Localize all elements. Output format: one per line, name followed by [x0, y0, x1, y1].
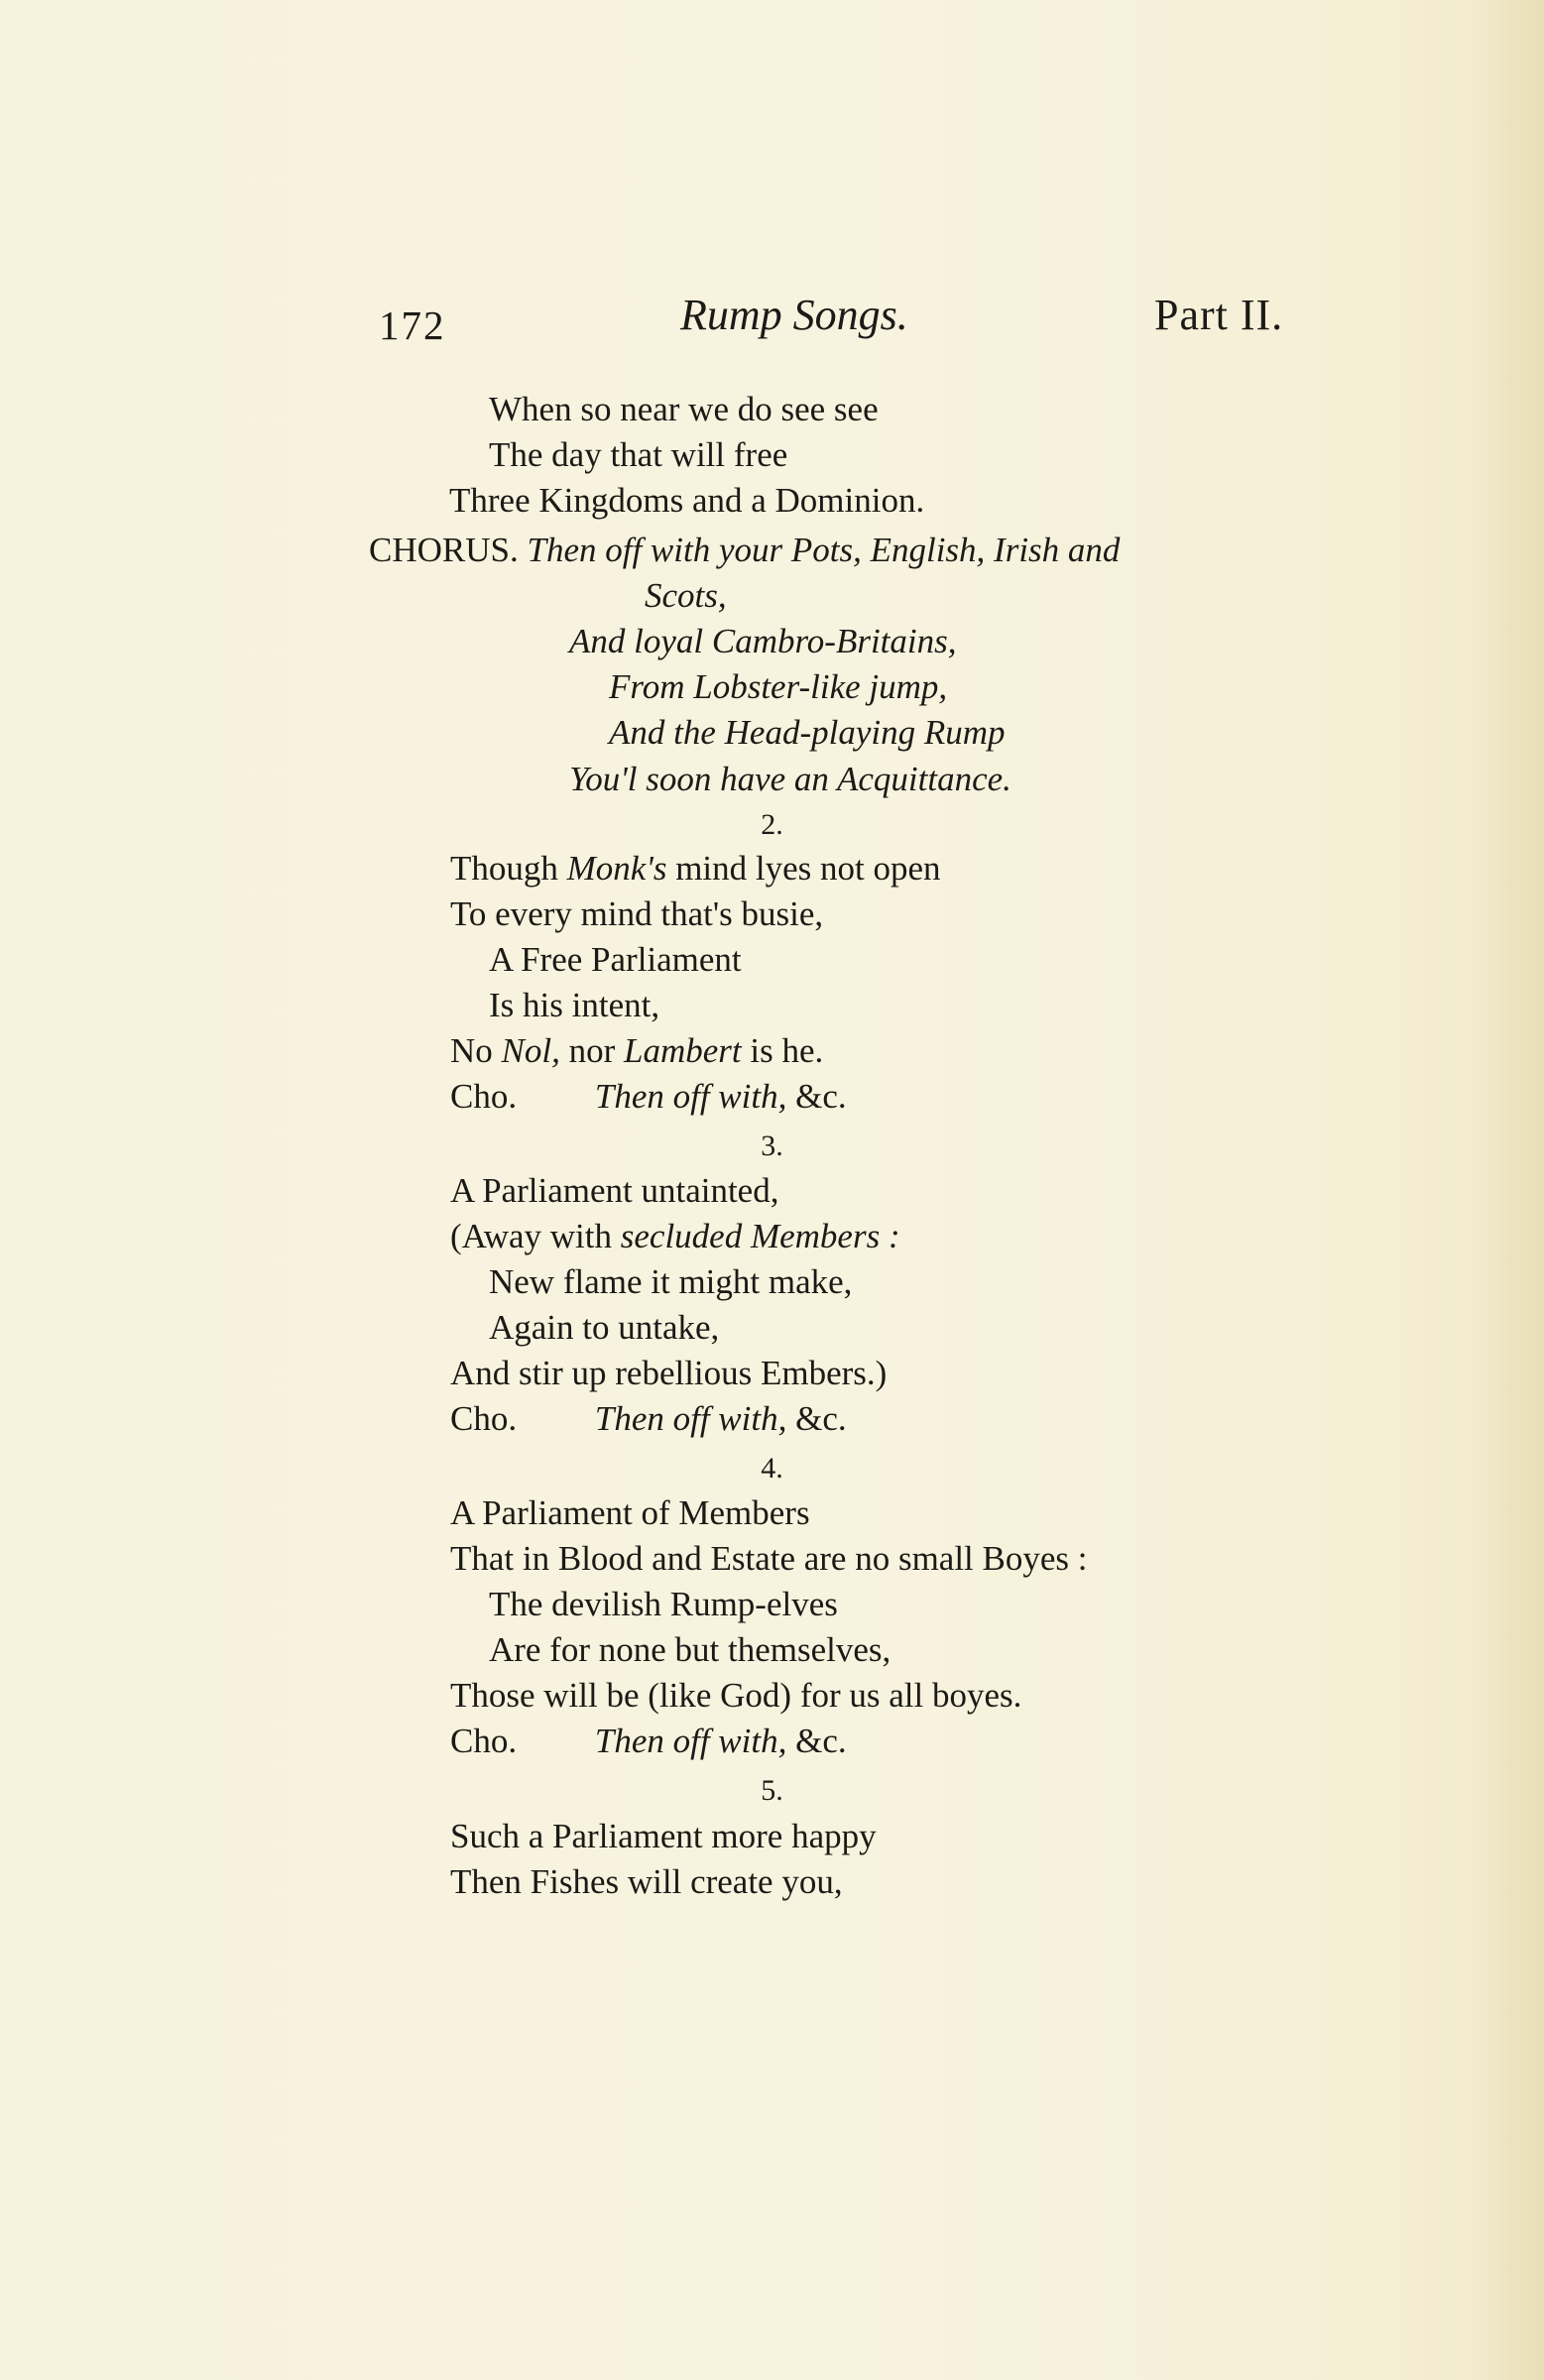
text-run: mind lyes not open — [666, 849, 941, 888]
verse-line: When so near we do see see — [489, 390, 879, 428]
part-label: Part II. — [1154, 291, 1284, 339]
stanza-number: 4. — [761, 1452, 783, 1485]
chorus-text: Then off with your Pots, English, Irish and — [527, 531, 1121, 569]
stanza-number: 2. — [761, 808, 783, 841]
chorus-line: You'l soon have an Acquittance. — [569, 760, 1011, 798]
text-run: is he. — [741, 1031, 824, 1070]
stanza-number: 5. — [761, 1774, 783, 1807]
chorus-reprise — [450, 1724, 847, 1758]
chorus-first-line — [369, 533, 1120, 567]
chorus-line: Scots, — [645, 576, 727, 615]
chorus-line: And loyal Cambro-Britains, — [569, 622, 957, 660]
cho-etc: &c. — [786, 1399, 847, 1438]
verse-line: New flame it might make, — [489, 1262, 853, 1301]
running-title: Rump Songs. — [680, 291, 908, 339]
text-run: No — [450, 1031, 502, 1070]
verse-line: Are for none but themselves, — [489, 1630, 891, 1669]
verse-line: The day that will free — [489, 435, 788, 474]
page-number: 172 — [379, 302, 446, 348]
verse-line: The devilish Rump-elves — [489, 1585, 838, 1623]
verse-line: A Parliament of Members — [450, 1493, 810, 1532]
text-run-italic: Lambert — [624, 1031, 742, 1070]
verse-line — [450, 1219, 900, 1253]
verse-line — [450, 1033, 823, 1068]
verse-line: A Parliament untainted, — [450, 1171, 779, 1210]
verse-line: Three Kingdoms and a Dominion. — [449, 481, 925, 520]
verse-line — [450, 851, 941, 886]
chorus-line: And the Head-playing Rump — [609, 713, 1006, 752]
verse-line: That in Blood and Estate are no small Boyes : — [450, 1539, 1088, 1578]
verse-line: Such a Parliament more happy — [450, 1817, 877, 1855]
cho-label: Cho. — [450, 1399, 518, 1438]
text-run-italic: Nol, — [501, 1031, 560, 1070]
chorus-reprise — [450, 1401, 847, 1436]
page-header — [0, 290, 1544, 359]
text-run-italic: secluded Members : — [620, 1217, 900, 1255]
verse-line: A Free Parliament — [489, 940, 742, 979]
chorus-reprise — [450, 1079, 847, 1114]
cho-text: Then off with, — [594, 1399, 787, 1438]
cho-etc: &c. — [786, 1077, 847, 1116]
verse-line: Those will be (like God) for us all boyes. — [450, 1676, 1022, 1715]
verse-line: Then Fishes will create you, — [450, 1862, 843, 1901]
chorus-line: From Lobster-like jump, — [609, 667, 948, 706]
verse-line: And stir up rebellious Embers.) — [450, 1354, 888, 1392]
cho-label: Cho. — [450, 1722, 518, 1760]
text-run: Though — [450, 849, 567, 888]
text-run: (Away with — [450, 1217, 621, 1255]
text-run-italic: Monk's — [566, 849, 667, 888]
verse-line: Is his intent, — [489, 986, 660, 1024]
text-run: nor — [559, 1031, 625, 1070]
verse-line: To every mind that's busie, — [450, 894, 824, 933]
cho-label: Cho. — [450, 1077, 518, 1116]
chorus-label: CHORUS. — [369, 531, 519, 569]
cho-text: Then off with, — [594, 1077, 787, 1116]
cho-text: Then off with, — [594, 1722, 787, 1760]
stanza-number: 3. — [761, 1130, 783, 1162]
cho-etc: &c. — [786, 1722, 847, 1760]
verse-line: Again to untake, — [489, 1308, 720, 1347]
